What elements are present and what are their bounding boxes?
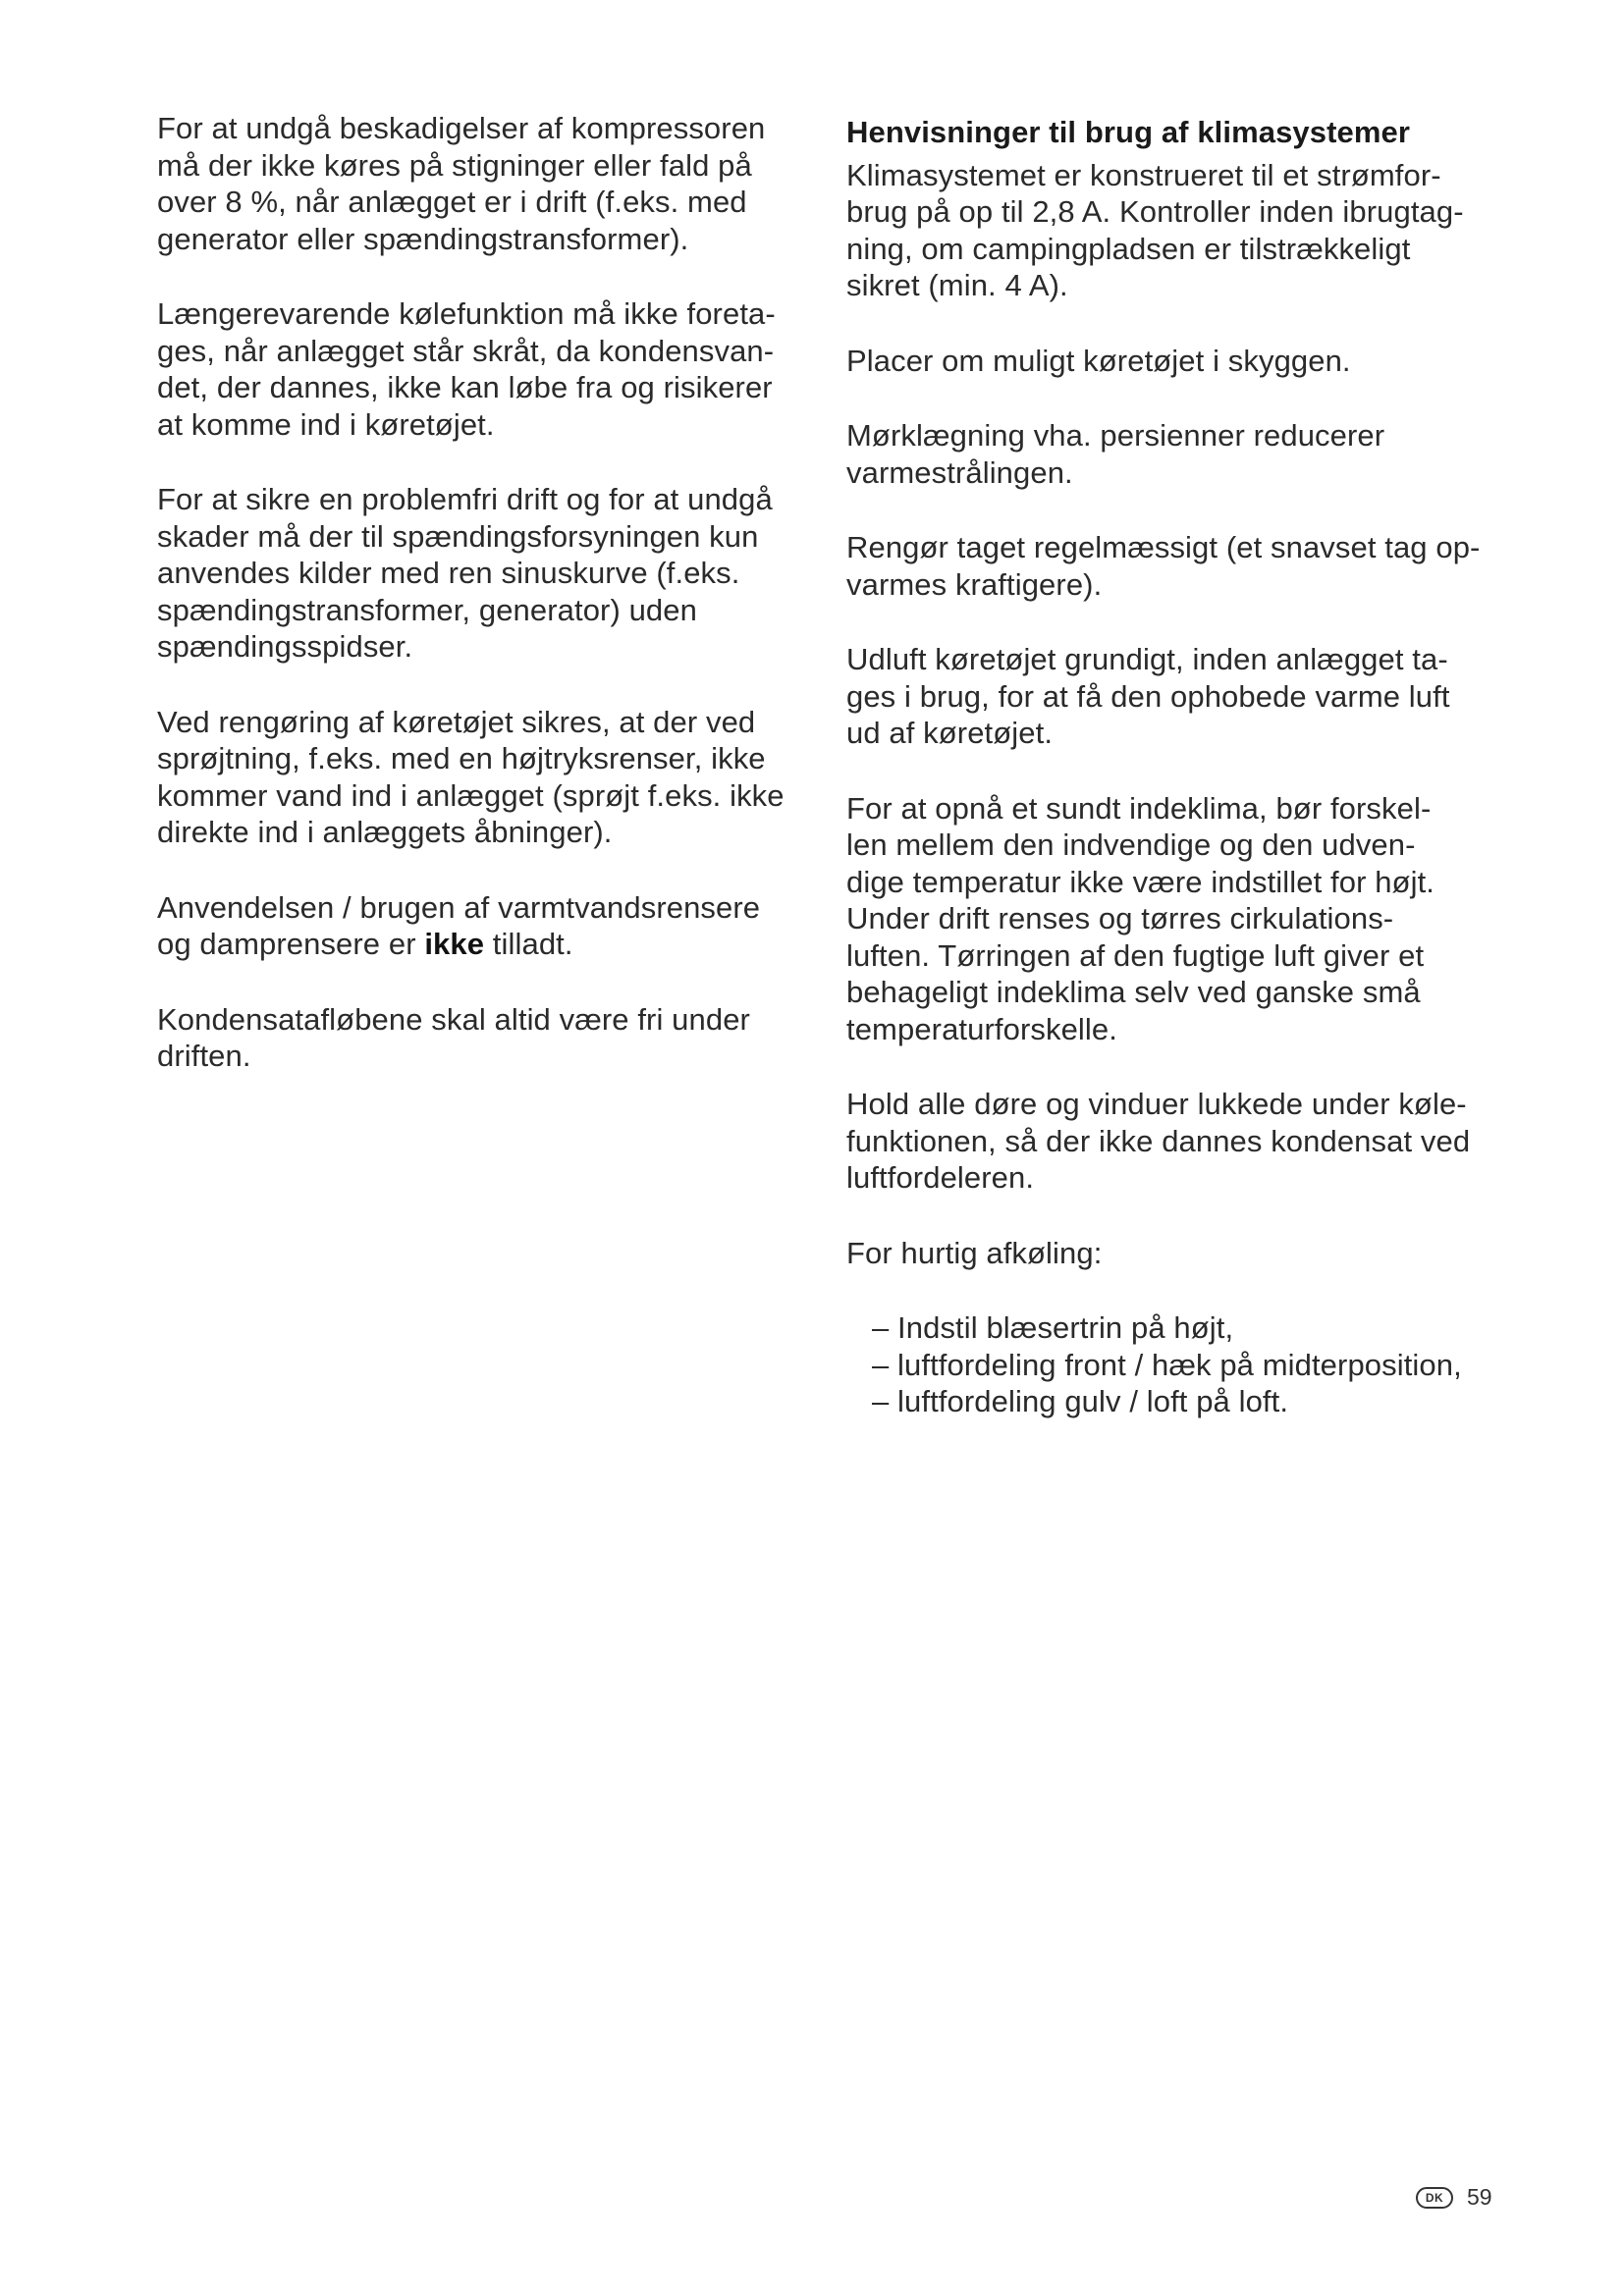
paragraph-cooling-tilted xyxy=(157,295,825,443)
section-heading: Henvisninger til brug af klimasystemer xyxy=(846,115,1411,149)
paragraph-ventilate xyxy=(846,641,1514,752)
text-line: Længerevarende kølefunktion må ikke foreta- xyxy=(157,296,776,331)
text-line: ges i brug, for at få den ophobede varme luft xyxy=(846,678,1450,714)
text-line: at komme ind i køretøjet. xyxy=(157,406,495,442)
text-line: ud af køretøjet. xyxy=(846,716,1054,750)
paragraph-power-supply xyxy=(157,481,825,666)
text-line: over 8 %, når anlægget er i drift (f.eks. med xyxy=(157,185,747,219)
text-line: driften. xyxy=(157,1039,251,1073)
text-line: For at undgå beskadigelser af kompressoren xyxy=(157,111,766,145)
text-line: Ved rengøring af køretøjet sikres, at der ved xyxy=(157,704,756,739)
text-line: funktionen, så der ikke dannes kondensat ved xyxy=(846,1123,1471,1158)
list-item: – luftfordeling gulv / loft på loft. xyxy=(872,1384,1289,1418)
text-line: Hold alle døre og vinduer lukkede under køle- xyxy=(846,1087,1467,1121)
text-line: Udluft køretøjet grundigt, inden anlægget ta- xyxy=(846,642,1448,676)
text-line: Klimasystemet er konstrueret til et strømfor- xyxy=(846,157,1441,192)
right-column xyxy=(846,110,1514,1420)
text-line: generator eller spændingstransformer). xyxy=(157,221,689,256)
paragraph-compressor-incline xyxy=(157,110,825,257)
text-line: spændingsspidser. xyxy=(157,629,413,664)
text-line: Under drift renses og tørres cirkulations- xyxy=(846,901,1394,935)
text-segment: og damprensere er xyxy=(157,927,425,961)
text-line: Placer om muligt køretøjet i skyggen. xyxy=(846,343,1351,378)
text-line: Kondensatafløbene skal altid være fri under xyxy=(157,1001,750,1037)
text-line: varmestrålingen. xyxy=(846,454,1073,490)
text-line: Rengør taget regelmæssigt (et snavset tag op- xyxy=(846,530,1481,564)
text-line: varmes kraftigere). xyxy=(846,566,1103,602)
text-line: temperaturforskelle. xyxy=(846,1011,1117,1046)
text-line: For at sikre en problemfri drift og for at undgå xyxy=(157,482,773,516)
page-footer xyxy=(1416,2184,1492,2211)
text-line: brug på op til 2,8 A. Kontroller inden ibrugtag- xyxy=(846,194,1464,229)
text-line: luftfordeleren. xyxy=(846,1160,1035,1195)
text-line: behageligt indeklima selv ved ganske små xyxy=(846,975,1421,1009)
text-line: For hurtig afkøling: xyxy=(846,1235,1103,1270)
text-segment: tilladt. xyxy=(484,927,573,961)
text-line: skader må der til spændingsforsyningen kun xyxy=(157,518,759,554)
paragraph-indoor-climate xyxy=(846,790,1514,1048)
paragraph-condensate-drains xyxy=(157,1001,825,1075)
text-line: sikret (min. 4 A). xyxy=(846,268,1068,302)
paragraph-cleaning-vehicle xyxy=(157,704,825,851)
text-line: må der ikke køres på stigninger eller fald på xyxy=(157,147,752,183)
text-line: len mellem den indvendige og den udven- xyxy=(846,828,1416,862)
text-line xyxy=(157,926,825,963)
emphasis-not: ikke xyxy=(424,927,485,961)
text-line: sprøjtning, f.eks. med en højtryksrenser, ikke xyxy=(157,741,766,775)
text-line: kommer vand ind i anlægget (sprøjt f.eks. ikke xyxy=(157,777,785,813)
text-line: dige temperatur ikke være indstillet for højt. xyxy=(846,864,1435,899)
text-line: det, der dannes, ikke kan løbe fra og risikerer xyxy=(157,370,773,404)
text-line: For at opnå et sundt indeklima, bør forskel- xyxy=(846,790,1432,826)
paragraph-doors-windows xyxy=(846,1086,1514,1197)
paragraph-current-consumption xyxy=(846,157,1514,304)
text-line: Anvendelsen / brugen af varmtvandsrensere xyxy=(157,889,761,925)
fast-cooling-list xyxy=(846,1309,1514,1420)
text-line: anvendes kilder med ren sinuskurve (f.eks. xyxy=(157,556,740,590)
country-badge-icon: DK xyxy=(1416,2187,1453,2209)
text-line: luften. Tørringen af den fugtige luft giver et xyxy=(846,937,1425,973)
paragraph-shade xyxy=(846,343,1514,380)
page-number: 59 xyxy=(1467,2184,1492,2210)
list-item: – Indstil blæsertrin på højt, xyxy=(872,1310,1234,1345)
left-column xyxy=(157,110,825,1113)
paragraph-blinds xyxy=(846,417,1514,491)
text-line: Mørklægning vha. persienner reducerer xyxy=(846,418,1385,453)
list-item: – luftfordeling front / hæk på midterposition, xyxy=(872,1347,1462,1382)
paragraph-hot-water-cleaners xyxy=(157,889,825,963)
text-line: spændingstransformer, generator) uden xyxy=(157,592,697,627)
text-line: ning, om campingpladsen er tilstrækkeligt xyxy=(846,231,1411,266)
text-line: ges, når anlægget står skråt, da kondensvan- xyxy=(157,333,775,368)
text-line: direkte ind i anlæggets åbninger). xyxy=(157,815,613,849)
paragraph-clean-roof xyxy=(846,529,1514,603)
paragraph-fast-cooling xyxy=(846,1235,1514,1272)
